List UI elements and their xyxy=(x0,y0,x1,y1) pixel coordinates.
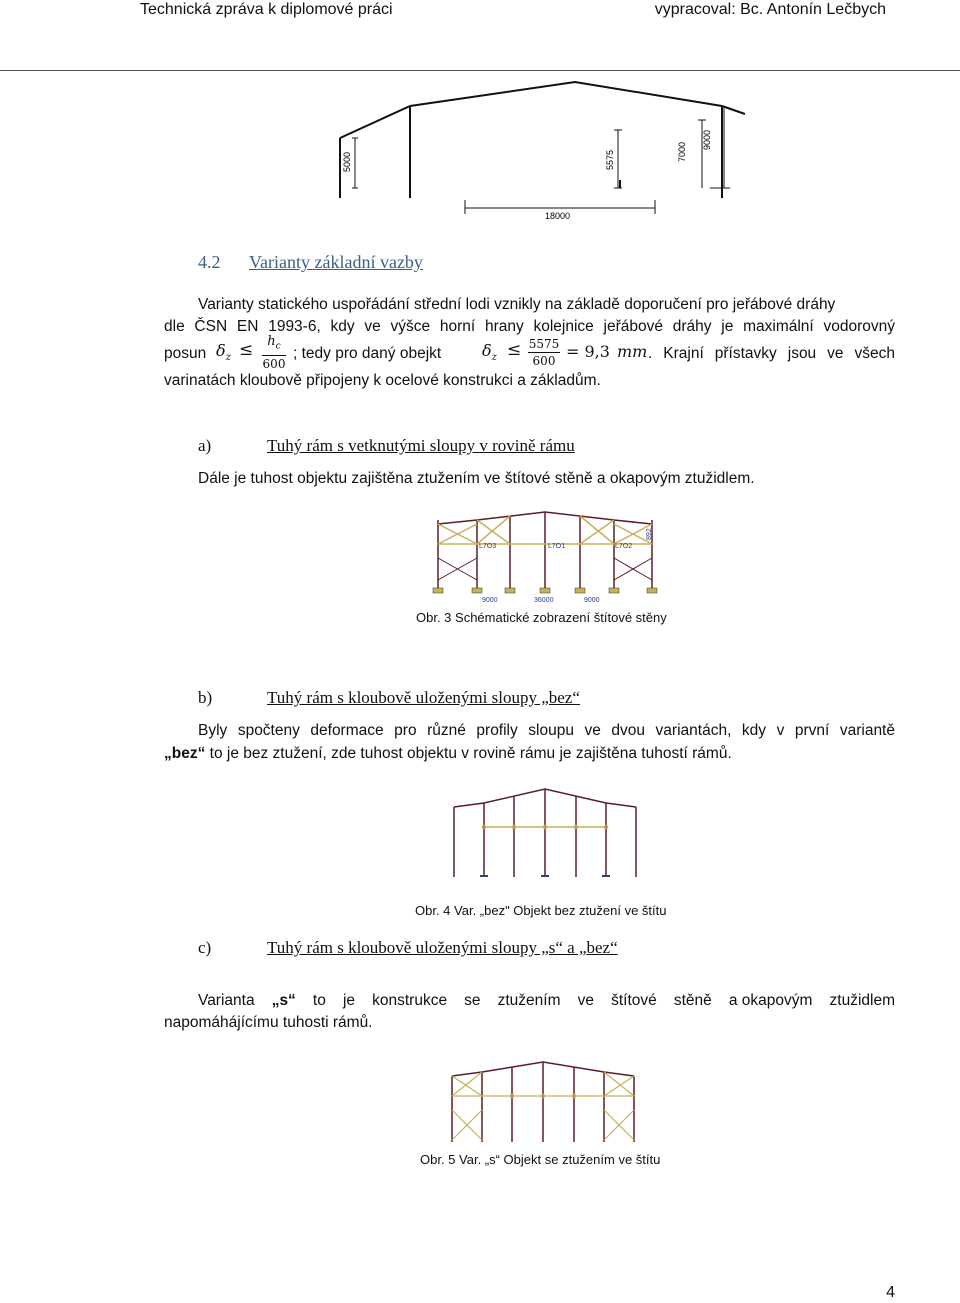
page-number: 4 xyxy=(886,1284,895,1301)
fraction-5575-600: $\frac{5575}{600}$ xyxy=(528,337,560,368)
delta-z-1: $\delta_z$ xyxy=(216,341,231,364)
subsection-b-text-2: „bez“ to je bez ztužení, zde tuhost objektu v rovině rámu je zajištěna tuhostí rámů. xyxy=(164,745,732,762)
le-sign-1: ≤ xyxy=(239,340,254,360)
section-heading xyxy=(198,252,423,273)
label-l7o1: L7O1 xyxy=(548,543,566,550)
label-l7o2: L7O2 xyxy=(615,543,633,550)
subsection-a-text: Dále je tuhost objektu zajištěna ztužením ve štítové stěně a okapovým ztužidlem. xyxy=(198,470,755,487)
subsection-c-text-2: napomáhájícímu tuhosti rámů. xyxy=(164,1014,373,1031)
dim-5575: 5575 xyxy=(605,149,615,170)
section-title: Varianty základní vazby xyxy=(249,252,423,272)
section-number: 4.2 xyxy=(198,252,221,272)
dim-7000: 7000 xyxy=(677,141,687,162)
subsection-a-title: Tuhý rám s vetknutými sloupy v rovině rámu xyxy=(267,436,575,455)
dim-9000: 9000 xyxy=(702,129,712,150)
subsection-c-title: Tuhý rám s kloubově uloženými sloupy „s“ a „bez“ xyxy=(267,938,618,957)
subsection-b-title: Tuhý rám s kloubově uloženými sloupy „bez“ xyxy=(267,688,580,707)
intro-posun: posun xyxy=(164,345,207,362)
formula-unit: mm xyxy=(617,342,648,361)
subsection-a-label: a) xyxy=(198,436,212,455)
header-divider xyxy=(0,70,960,71)
label-36000: 36000 xyxy=(534,597,554,604)
formula-result: = 9,3 xyxy=(566,342,610,361)
label-9000-left: 9000 xyxy=(482,597,498,604)
subsection-b-text-1: Byly spočteny deformace pro různé profily sloupu ve dvou variantách, kdy v první variantě xyxy=(198,722,895,739)
le-sign-2: ≤ xyxy=(507,340,522,360)
label-l7o3: L7O3 xyxy=(479,543,497,550)
intro-tedy: ; tedy pro daný obejkt xyxy=(293,345,442,362)
gable-wall-bracing-figure xyxy=(432,510,662,605)
header-left: Technická zpráva k diplomové práci xyxy=(140,1,393,18)
figure-3-caption: Obr. 3 Schématické zobrazení štítové stěny xyxy=(416,610,667,625)
frame-no-bracing-figure xyxy=(450,785,645,883)
figure-4-caption: Obr. 4 Var. „bez" Objekt bez ztužení ve štítu xyxy=(415,903,667,918)
delta-z-2: $\delta_z$ xyxy=(482,341,497,364)
frame-section-figure xyxy=(330,80,750,230)
figure-5-caption: Obr. 5 Var. „s“ Objekt se ztužením ve štítu xyxy=(420,1152,661,1167)
label-892: 892 xyxy=(646,528,653,540)
subsection-b-label: b) xyxy=(198,688,213,707)
frame-with-bracing-figure xyxy=(448,1060,643,1146)
intro-line-1: Varianty statického uspořádání střední lodi vznikly na základě doporučení pro jeřábové dráhy xyxy=(198,296,836,313)
label-9000-right: 9000 xyxy=(584,597,600,604)
intro-line-2: dle ČSN EN 1993-6, kdy ve výšce horní hrany kolejnice jeřábové dráhy je maximální vodorovný xyxy=(164,318,895,335)
dim-5000: 5000 xyxy=(342,151,352,172)
dim-18000: 18000 xyxy=(545,211,571,221)
subsection-c-text-1: Varianta „s“ to je konstrukce se ztužením ve štítové stěně a okapovým ztužidlem xyxy=(198,992,895,1009)
fraction-hc-600: $\frac{h_c}{600}$ xyxy=(262,334,286,371)
intro-line-4: varinatách kloubově připojeny k ocelové konstrukci a základům. xyxy=(164,372,601,389)
subsection-c-label: c) xyxy=(198,938,212,957)
intro-rest: . Krajní přístavky jsou ve všech xyxy=(648,345,895,362)
header-right: vypracoval: Bc. Antonín Lečbych xyxy=(654,1,886,18)
